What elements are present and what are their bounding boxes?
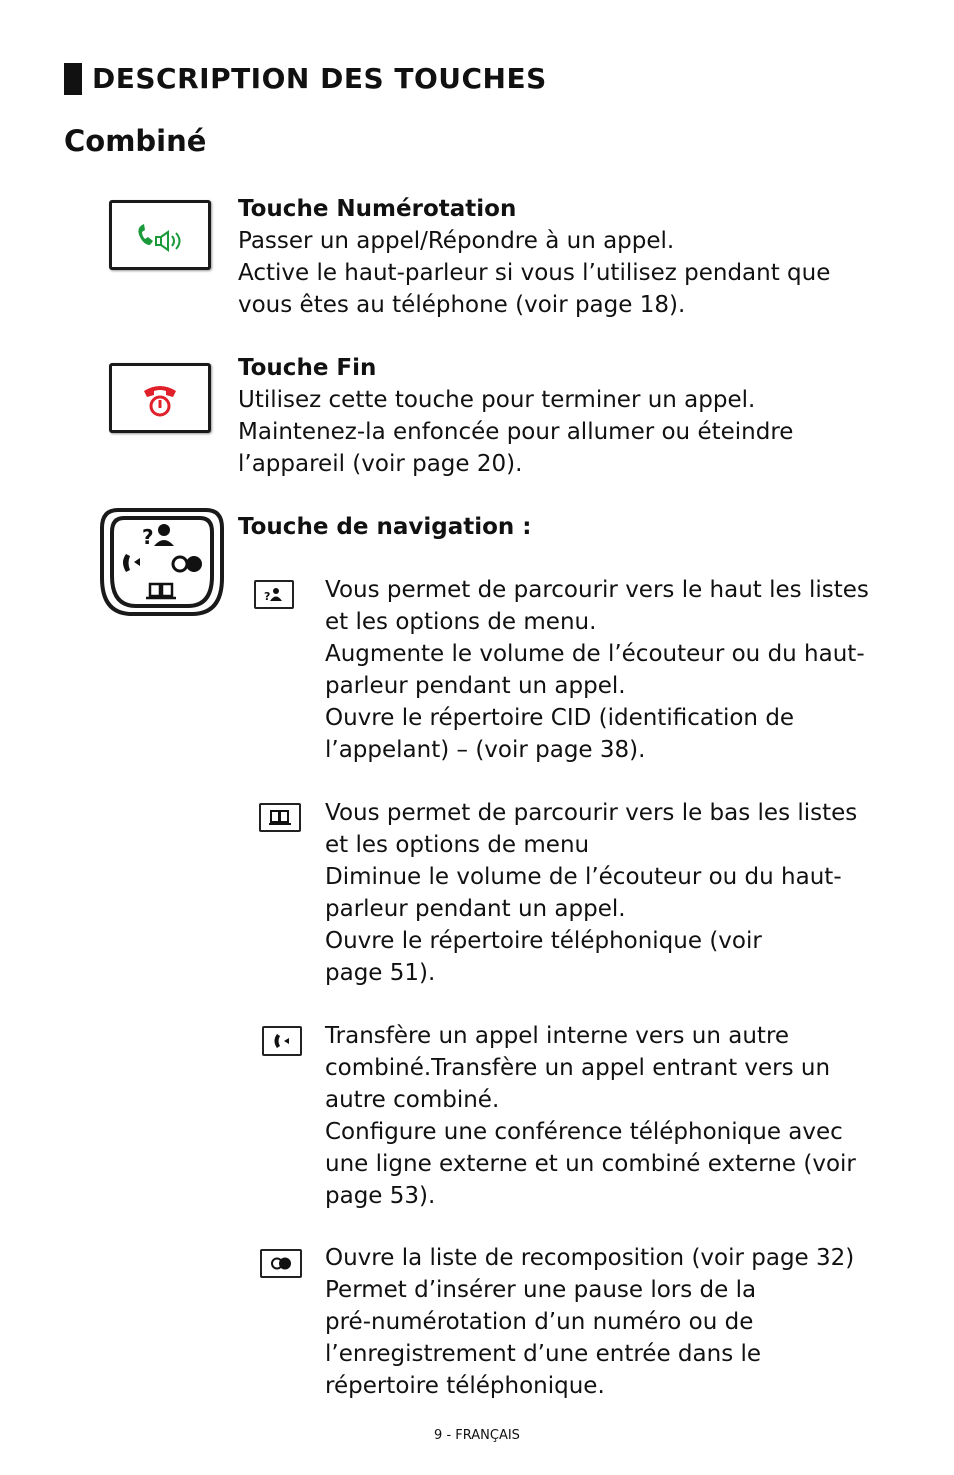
nav-right-line: Permet d’insérer une pause lors de la bbox=[325, 1277, 757, 1303]
navigation-key-illustration bbox=[98, 506, 226, 618]
talk-key-line: Passer un appel/Répondre à un appel. bbox=[238, 228, 675, 254]
nav-right-line: répertoire téléphonique. bbox=[325, 1373, 605, 1399]
end-key-line: l’appareil (voir page 20). bbox=[238, 451, 523, 477]
nav-left-line: autre combiné. bbox=[325, 1087, 500, 1113]
end-key-description bbox=[238, 352, 793, 480]
nav-down-line: Diminue le volume de l’écouteur ou du haut- bbox=[325, 864, 842, 890]
nav-left-key-icon bbox=[262, 1026, 302, 1056]
nav-down-line: Vous permet de parcourir vers le bas les listes bbox=[325, 800, 858, 826]
end-key-line: Utilisez cette touche pour terminer un appel. bbox=[238, 387, 756, 413]
nav-up-line: parleur pendant un appel. bbox=[325, 673, 626, 699]
nav-down-line: parleur pendant un appel. bbox=[325, 896, 626, 922]
page-subtitle: Combiné bbox=[64, 124, 207, 158]
page-footer: 9 - FRANÇAIS bbox=[434, 1428, 520, 1443]
nav-down-line: page 51). bbox=[325, 960, 436, 986]
nav-right-line: Ouvre la liste de recomposition (voir page 32) bbox=[325, 1245, 855, 1271]
nav-up-line: l’appelant) – (voir page 38). bbox=[325, 737, 646, 763]
nav-left-line: page 53). bbox=[325, 1183, 436, 1209]
phonebook-contact-icon bbox=[256, 582, 292, 607]
nav-up-line: Ouvre le répertoire CID (identification de bbox=[325, 705, 795, 731]
nav-up-key-icon bbox=[254, 580, 294, 609]
nav-left-line: Transfère un appel interne vers un autre bbox=[325, 1023, 790, 1049]
nav-down-description bbox=[325, 797, 925, 989]
talk-key-line: Active le haut-parleur si vous l’utilisez pendant que bbox=[238, 260, 831, 286]
talk-speaker-icon bbox=[112, 203, 208, 267]
end-power-icon bbox=[112, 366, 208, 430]
navigation-key-heading: Touche de navigation : bbox=[238, 514, 532, 540]
nav-left-line: combiné.Transfère un appel entrant vers un bbox=[325, 1055, 831, 1081]
nav-left-line: Configure une conférence téléphonique avec bbox=[325, 1119, 843, 1145]
nav-up-line: Vous permet de parcourir vers le haut les listes bbox=[325, 577, 869, 603]
end-key-illustration bbox=[109, 363, 211, 433]
svg-text:?: ? bbox=[142, 525, 154, 549]
end-key-line: Maintenez-la enfoncée pour allumer ou éteindre bbox=[238, 419, 794, 445]
redial-icon bbox=[262, 1251, 300, 1276]
nav-up-description bbox=[325, 574, 925, 766]
section-title-text: DESCRIPTION DES TOUCHES bbox=[92, 62, 547, 95]
nav-right-description bbox=[325, 1242, 925, 1402]
transfer-icon bbox=[264, 1028, 300, 1054]
talk-key-heading: Touche Numérotation bbox=[238, 196, 517, 222]
nav-down-key-icon bbox=[259, 803, 301, 832]
talk-key-line: vous êtes au téléphone (voir page 18). bbox=[238, 292, 686, 318]
nav-left-description bbox=[325, 1020, 925, 1212]
svg-text:?: ? bbox=[264, 590, 271, 603]
end-key-heading: Touche Fin bbox=[238, 355, 377, 381]
nav-right-line: l’enregistrement d’une entrée dans le bbox=[325, 1341, 762, 1367]
section-title bbox=[64, 62, 547, 95]
talk-key-illustration bbox=[109, 200, 211, 270]
talk-key-description bbox=[238, 193, 830, 321]
book-icon bbox=[261, 805, 299, 830]
nav-right-key-icon bbox=[260, 1249, 302, 1278]
nav-up-line: Augmente le volume de l’écouteur ou du haut- bbox=[325, 641, 865, 667]
nav-down-line: Ouvre le répertoire téléphonique (voir bbox=[325, 928, 762, 954]
nav-right-line: pré-numérotation d’un numéro ou de bbox=[325, 1309, 754, 1335]
nav-up-line: et les options de menu. bbox=[325, 609, 597, 635]
navigation-pad-icon bbox=[98, 506, 226, 618]
nav-down-line: et les options de menu bbox=[325, 832, 590, 858]
nav-left-line: une ligne externe et un combiné externe (voir bbox=[325, 1151, 856, 1177]
section-marker bbox=[64, 63, 82, 95]
